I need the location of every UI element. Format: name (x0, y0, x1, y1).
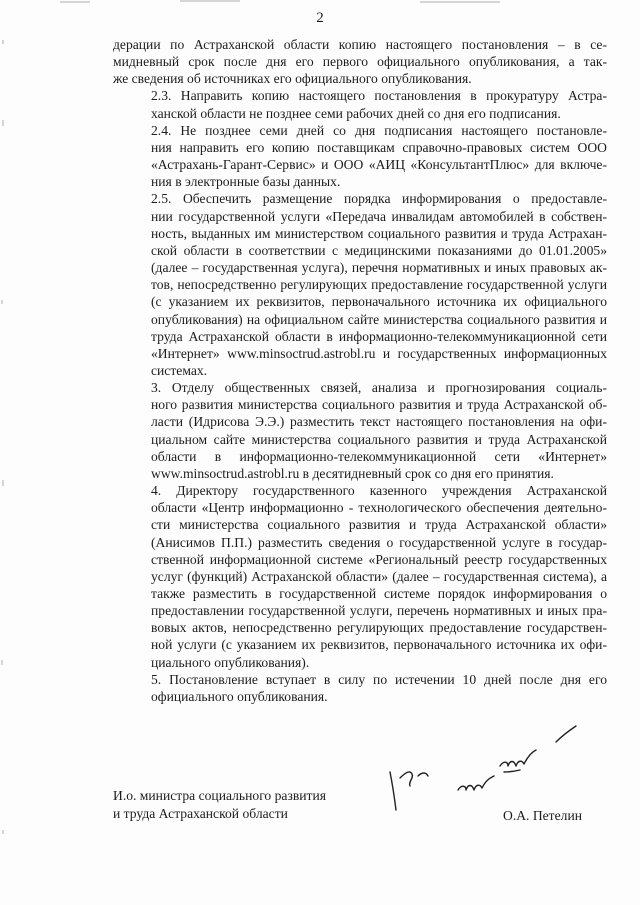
text-line: ность, выданных им министерством социального развития и труда Астрахан- (151, 225, 607, 241)
text-line: области в информационно-телекоммуникационной сети «Интернет» (151, 448, 607, 464)
text-line: ной услуги (с указанием их реквизитов, первоначального источника их офи- (151, 637, 607, 653)
text-line: дерации по Астраханской области копию настоящего постановления – в се- (113, 37, 607, 52)
text-line: ской области в соответствии с медицинскими показаниями до 01.01.2005» (151, 242, 607, 258)
text-line: ного развития министерства социального развития и труда Астраханской об- (151, 397, 607, 413)
text-line: 2.5. Обеспечить размещение порядка информирования о предоставле- (151, 191, 607, 207)
text-line: (далее – государственная услуга), перечня нормативных и иных правовых ак- (151, 260, 607, 276)
text-line: циальном сайте министерства социального развития и труда Астраханской (151, 431, 607, 447)
paragraph (113, 482, 607, 671)
signatory-title-line1: И.о. министра социального развития (113, 788, 326, 803)
handwritten-signature (370, 720, 600, 820)
text-line: предоставлении государственной услуги, перечень нормативных и иных пра- (151, 603, 607, 619)
text-line: области «Центр информационно - технологического обеспечения деятельно- (151, 500, 607, 516)
text-line: опубликования) на официальном сайте министерства социального развития и (151, 311, 607, 327)
text-line: ния в электронные базы данных. (151, 174, 341, 190)
text-line: www.minsoctrud.astrobl.ru в десятидневный срок со дня его принятия. (151, 465, 554, 481)
text-line: (Анисимов П.П.) разместить сведения о государственной услуге в государ- (151, 534, 607, 550)
paragraph (113, 190, 607, 379)
text-line: ния направить его копию поставщикам справочно-правовых систем ООО (151, 139, 607, 155)
paragraph (113, 671, 607, 705)
text-line: циального опубликования). (151, 654, 310, 670)
text-line: также разместить в государственной системе порядок информирования о (151, 586, 607, 601)
paragraph (113, 379, 607, 482)
text-line: ственной информационной системе «Региональный реестр государственных (151, 551, 607, 567)
text-line: 4. Директору государственного казенного учреждения Астраханской (151, 483, 607, 499)
text-line: же сведения об источниках его официального опубликования. (113, 71, 472, 87)
text-line: услуг (функций) Астраханской области» (далее – государственная система), а (151, 568, 607, 584)
text-line: мидневный срок после дня его первого официального опубликования, а так- (113, 54, 607, 70)
text-line: «Интернет» www.minsoctrud.astrobl.ru и государственных информационных (151, 345, 607, 361)
text-line: труда Астраханской области в информационно-телекоммуникационной сети (151, 328, 607, 344)
text-line: вовых актов, непосредственно регулирующих предоставление государствен- (151, 620, 607, 636)
signatory-title-line2: и труда Астраханской области (113, 805, 288, 821)
text-line: официального опубликования. (151, 688, 328, 704)
document-body (113, 36, 607, 705)
text-line: системах. (151, 362, 208, 378)
paragraph (113, 87, 607, 121)
text-line: 2.4. Не позднее семи дней со дня подписания настоящего постановле- (151, 122, 607, 138)
page-number: 2 (316, 10, 324, 26)
text-line: (с указанием их реквизитов, первоначального источника их официального (151, 294, 607, 310)
text-line: ханской области не позднее семи рабочих дней со дня его подписания. (151, 105, 561, 121)
text-line: нии государственной услуги «Передача инвалидам автомобилей в собствен- (151, 208, 607, 224)
text-line: «Астрахань-Гарант-Сервис» и ООО «АИЦ «КонсультантПлюс» для включе- (151, 157, 607, 173)
paragraph (113, 122, 607, 191)
signatory-title (113, 787, 326, 822)
paragraph (113, 36, 607, 87)
text-line: 2.3. Направить копию настоящего постановления в прокуратуру Астра- (151, 88, 607, 104)
text-line: ласти (Идрисова Э.Э.) разместить текст настоящего постановления на офи- (151, 414, 607, 430)
signatory-name: О.А. Петелин (503, 808, 582, 823)
text-line: 5. Постановление вступает в силу по истечении 10 дней после дня его (151, 671, 607, 687)
text-line: тов, непосредственно регулирующих предоставление государственной услуги (151, 277, 607, 293)
text-line: 3. Отделу общественных связей, анализа и прогнозирования социаль- (151, 380, 607, 396)
text-line: сти министерства социального развития и труда Астраханской области» (151, 517, 607, 533)
